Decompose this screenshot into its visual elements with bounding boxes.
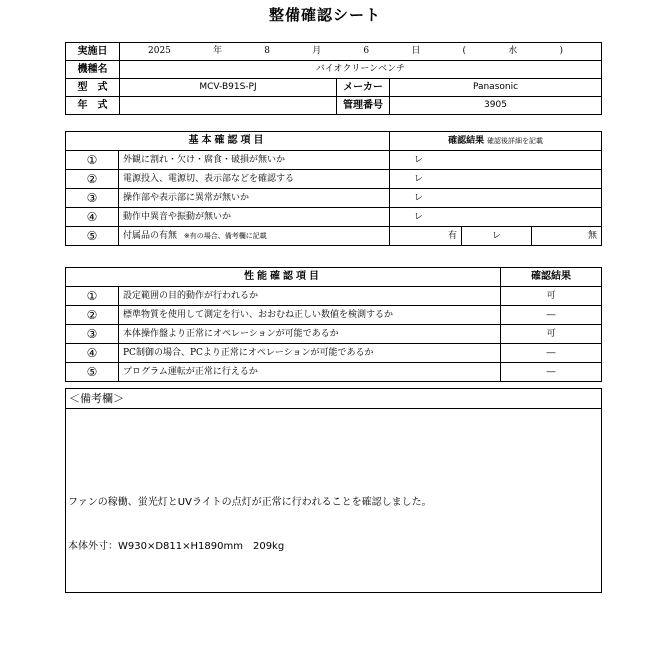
model-name-value: バイオクリーンベンチ — [120, 61, 602, 79]
basic-item-num: ⑤ — [66, 227, 119, 246]
accessory-cell — [119, 227, 390, 246]
table-row — [66, 151, 602, 170]
perf-header: 性能確認項目 — [66, 268, 501, 287]
date-year-unit: 年 — [213, 46, 223, 56]
basic-item-text: 電源投入、電源切、表示部などを確認する — [119, 170, 390, 189]
model-name-label: 機種名 — [66, 61, 120, 79]
perf-item-result: 可 — [501, 325, 602, 344]
table-row — [66, 306, 602, 325]
perf-item-num: ⑤ — [66, 363, 119, 382]
perf-item-text: 設定範囲の目的動作が行われるか — [119, 287, 501, 306]
basic-check-table — [65, 131, 602, 246]
perf-item-num: ② — [66, 306, 119, 325]
basic-item-result: レ — [390, 189, 602, 208]
basic-header: 基本確認項目 — [66, 132, 390, 151]
date-year: 2025 — [148, 46, 171, 56]
control-no-label: 管理番号 — [337, 97, 390, 115]
page-title: 整備確認シート — [268, 6, 381, 24]
basic-item-text: 動作中異音や振動が無いか — [119, 208, 390, 227]
basic-item-text: 外観に割れ・欠け・腐食・破損が無いか — [119, 151, 390, 170]
perf-item-result: ― — [501, 306, 602, 325]
date-month: 8 — [264, 46, 271, 56]
table-row — [66, 287, 602, 306]
table-row — [66, 208, 602, 227]
date-value — [120, 43, 602, 61]
date-weekday-close: ) — [559, 46, 563, 56]
accessory-yes: 有 — [390, 227, 462, 246]
basic-result-header: 確認結果 — [448, 136, 485, 146]
table-row — [66, 363, 602, 382]
control-no-value: 3905 — [390, 97, 602, 115]
date-weekday: 水 — [508, 46, 518, 56]
basic-item-text: 操作部や表示部に異常が無いか — [119, 189, 390, 208]
perf-result-header: 確認結果 — [501, 268, 602, 287]
basic-item-result: レ — [390, 208, 602, 227]
perf-item-text: 標準物質を使用して測定を行い、おおむね正しい数値を検測するか — [119, 306, 501, 325]
maker-value: Panasonic — [390, 79, 602, 97]
date-label: 実施日 — [66, 43, 120, 61]
basic-item-num: ② — [66, 170, 119, 189]
table-row — [66, 344, 602, 363]
basic-item-num: ④ — [66, 208, 119, 227]
date-weekday-open: ( — [462, 46, 467, 56]
perf-item-num: ① — [66, 287, 119, 306]
perf-item-num: ④ — [66, 344, 119, 363]
remarks-header: ＜備考欄＞ — [66, 389, 601, 409]
remarks-box — [65, 388, 602, 593]
date-day-unit: 日 — [411, 46, 421, 56]
table-row — [66, 325, 602, 344]
model-type-label: 型 式 — [66, 79, 120, 97]
table-row — [66, 189, 602, 208]
accessory-no: 無 — [532, 227, 602, 246]
accessory-text: 付属品の有無 — [123, 231, 178, 241]
remarks-line-2: 本体外寸：W930×D811×H1890mm 209kg — [68, 541, 285, 552]
table-row — [66, 227, 602, 246]
date-day: 6 — [363, 46, 370, 56]
basic-item-num: ③ — [66, 189, 119, 208]
basic-result-header-cell — [390, 132, 602, 151]
perf-item-num: ③ — [66, 325, 119, 344]
info-table — [65, 42, 602, 115]
perf-item-result: ― — [501, 363, 602, 382]
model-type-value: MCV-B91S-PJ — [120, 79, 337, 97]
accessory-note: ※有の場合、備考欄に記載 — [183, 232, 267, 240]
perf-item-text: プログラム運転が正常に行えるか — [119, 363, 501, 382]
basic-item-result: レ — [390, 170, 602, 189]
basic-item-num: ① — [66, 151, 119, 170]
date-month-unit: 月 — [312, 46, 322, 56]
maker-label: メーカー — [337, 79, 390, 97]
year-model-label: 年 式 — [66, 97, 120, 115]
perf-item-result: ― — [501, 344, 602, 363]
performance-check-table — [65, 267, 602, 382]
basic-item-result: レ — [390, 151, 602, 170]
perf-item-text: 本体操作盤より正常にオペレーションが可能であるか — [119, 325, 501, 344]
table-row — [66, 170, 602, 189]
accessory-check: レ — [462, 227, 532, 246]
remarks-line-1: ファンの稼働、蛍光灯とUVライトの点灯が正常に行われることを確認しました。 — [68, 497, 432, 508]
year-model-value — [120, 97, 337, 115]
perf-item-text: PC制御の場合、PCより正常にオペレーションが可能であるか — [119, 344, 501, 363]
basic-result-note: 確認後詳細を記載 — [486, 137, 543, 145]
perf-item-result: 可 — [501, 287, 602, 306]
